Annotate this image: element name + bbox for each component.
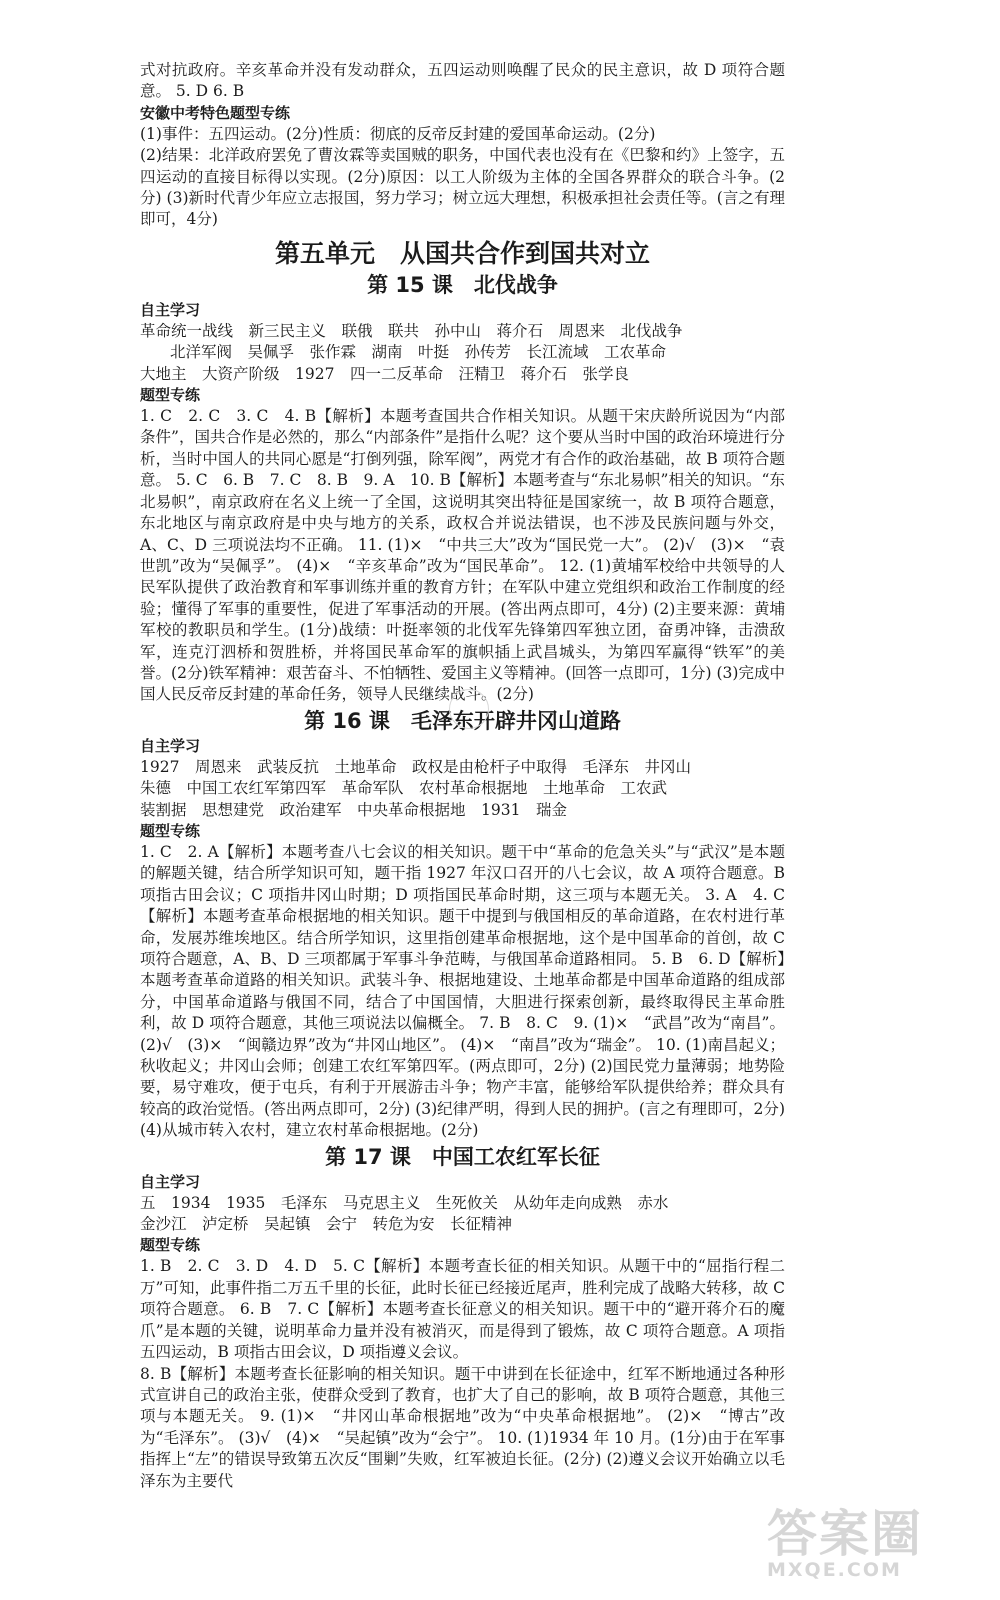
lesson-16-terms-3: 装割据 思想建党 政治建军 中央革命根据地 1931 瑞金	[140, 800, 567, 819]
intro-paragraph: 式对抗政府。辛亥革命并没有发动群众，五四运动则唤醒了民众的民主意识，故 D 项符合题意。 5. D 6. B	[140, 61, 785, 101]
watermark-logo	[767, 1505, 972, 1586]
lesson-16-answers: 1. C 2. A【解析】本题考查八七会议的相关知识。题干中“革命的危急关头”与“武汉”是本题的解题关键，结合所学知识可知，题干指 1927 年汉口召开的八七会议，故 A 项符合题意。B 项指古田会议；C 项指井冈山时期；D 项指国民革命时期，这三项与本题无关。 3. A 4. C【解析】本题考查革命根据地的相关知识。题干中提到与俄国相反的革命道路，在农村进行革命，发展苏维埃地区。结合所学知识，这里指创建革命根据地，这个是中国革命的首创，故 C 项符合题意，A、B、D 三项都属于军事斗争范畴，与俄国革命道路相同。 5. B 6. D【解析】本题考查革命道路的相关知识。武装斗争、根据地建设、土地革命都是中国革命道路的组成部分，中国革命道路与俄国不同，结合了中国国情，大胆进行探索创新，最终取得民主革命胜利，故 D 项符合题意，其他三项说法以偏概全。 7. B 8. C 9. (1)× “武昌”改为“南昌”。 (2)√ (3)× “闽赣边界”改为“井冈山地区”。 (4)× “南昌”改为“瑞金”。 10. (1)南昌起义；秋收起义；井冈山会师；创建工农红军第四军。(两点即可，2分) (2)国民党力量薄弱；地势险要，易守难攻，便于屯兵，有利于开展游击斗争；物产丰富，能够给军队提供给养；群众具有较高的政治觉悟。(答出两点即可，2分) (3)纪律严明，得到人民的拥护。(言之有理即可，2分) (4)从城市转入农村，建立农村革命根据地。(2分)	[140, 842, 786, 1140]
lesson-15-tixing-heading: 题型专练	[140, 386, 201, 405]
lesson-16-zizhu-heading: 自主学习	[140, 736, 201, 755]
lesson-17-title: 第 17 课 中国工农红军长征	[325, 1144, 600, 1169]
anhui-heading: 安徽中考特色题型专练	[140, 103, 291, 122]
lesson-17-tixing-heading: 题型专练	[140, 1236, 201, 1255]
lesson-17-answers-continued: 8. B【解析】本题考查长征影响的相关知识。题干中讲到在长征途中，红军不断地通过各种形式宣讲自己的政治主张，使群众受到了教育，也扩大了自己的影响，故 B 项符合题意，其他三项与本题无关。 9. (1)× “井冈山革命根据地”改为“中央革命根据地”。 (2)× “博古”改为“毛泽东”。 (3)√ (4)× “吴起镇”改为“会宁”。 10. (1)1934 年 10 月。(1分)由于在军事指挥上“左”的错误导致第五次反“围剿”失败，红军被迫长征。(2分) (2)遵义会议开始确立以毛泽东为主要代	[140, 1364, 785, 1490]
lesson-16-tixing-heading: 题型专练	[140, 821, 201, 840]
anhui-answer-2: (2)结果：北洋政府罢免了曹汝霖等卖国贼的职务，中国代表也没有在《巴黎和约》上签字，五四运动的直接目标得以实现。(2分)原因：以工人阶级为主体的全国各界群众的联合斗争。(2分) (3)新时代青少年应立志报国，努力学习；树立远大理想，积极承担社会责任等。(言之有理即可，4分)	[140, 146, 785, 229]
lesson-15-terms-3: 大地主 大资产阶级 1927 四一二反革命 汪精卫 蒋介石 张学良	[140, 364, 629, 383]
lesson-15-terms-1: 革命统一战线 新三民主义 联俄 联共 孙中山 蒋介石 周恩来 北伐战争	[140, 321, 683, 340]
lesson-16-terms-2: 朱德 中国工农红军第四军 革命军队 农村革命根据地 土地革命 工农武	[140, 779, 668, 798]
faint-stamp-seal	[449, 689, 489, 729]
watermark-text: 答案圈	[767, 1505, 923, 1563]
lesson-17-terms-2: 金沙江 泸定桥 吴起镇 会宁 转危为安 长征精神	[140, 1215, 513, 1234]
answer-page	[140, 60, 785, 1492]
lesson-15-answers: 1. C 2. C 3. C 4. B【解析】本题考查国共合作相关知识。从题干宋庆龄所说因为“内部条件”，国共合作是必然的，那么“内部条件”是指什么呢？这个要从当时中国的政治环境进行分析，当时中国人的共同心愿是“打倒列强，除军阀”，两党才有合作的政治基础，故 B 项符合题意。 5. C 6. B 7. C 8. B 9. A 10. B【解析】本题考查与“东北易帜”相关的知识。“东北易帜”，南京政府在名义上统一了全国，这说明其突出特征是国家统一，故 B 项符合题意，东北地区与南京政府是中央与地方的关系，政权合并说法错误，也不涉及民族问题与外交，A、C、D 三项说法均不正确。 11. (1)× “中共三大”改为“国民党一大”。 (2)√ (3)× “袁世凯”改为“吴佩孚”。 (4)× “辛亥革命”改为“国民革命”。 12. (1)黄埔军校给中共领导的人民军队提供了政治教育和军事训练并重的教育方针；在军队中建立党组织和政治工作制度的经验；懂得了军事的重要性，促进了军事活动的开展。(答出两点即可，4分) (2)主要来源：黄埔军校的教职员和学生。(1分)战绩：叶挺率领的北伐军先锋第四军独立团，奋勇冲锋，击溃敌军，连克汀泗桥和贺胜桥，并将国民革命军的旗帜插上武昌城头，为第四军赢得“铁军”的美誉。(2分)铁军精神：艰苦奋斗、不怕牺牲、爱国主义等精神。(回答一点即可，1分) (3)完成中国人民反帝反封建的革命任务，领导人民继续战斗。(2分)	[140, 407, 785, 704]
lesson-17-zizhu-heading: 自主学习	[140, 1172, 201, 1191]
lesson-15-title: 第 15 课 北伐战争	[367, 272, 558, 297]
lesson-17-answers: 1. B 2. C 3. D 4. D 5. C【解析】本题考查长征的相关知识。从题干中的“屈指行程二万”可知，此事件指二万五千里的长征，此时长征已经接近尾声，胜利完成了战略大转移，故 C 项符合题意。 6. B 7. C【解析】本题考查长征意义的相关知识。题干中的“避开蒋介石的魔爪”是本题的关键，说明革命力量并没有被消灭，而是得到了锻炼，故 C 项符合题意。A 项指五四运动，B 项指古田会议，D 项指遵义会议。	[140, 1257, 785, 1362]
lesson-16-terms-1: 1927 周恩来 武装反抗 土地革命 政权是由枪杆子中取得 毛泽东 井冈山	[140, 757, 691, 776]
lesson-17-terms-1: 五 1934 1935 毛泽东 马克思主义 生死攸关 从幼年走向成熟 赤水	[140, 1193, 669, 1212]
anhui-answer-1: (1)事件：五四运动。(2分)性质：彻底的反帝反封建的爱国革命运动。(2分)	[140, 124, 656, 143]
lesson-15-zizhu-heading: 自主学习	[140, 300, 201, 319]
watermark-url: MXQE.COM	[767, 1559, 902, 1581]
unit-title: 第五单元 从国共合作到国共对立	[274, 238, 650, 268]
lesson-16-title: 第 16 课 毛泽东开辟井冈山道路	[304, 708, 621, 733]
lesson-15-terms-2: 北洋军阀 吴佩孚 张作霖 湖南 叶挺 孙传芳 长江流域 工农革命	[170, 343, 667, 362]
